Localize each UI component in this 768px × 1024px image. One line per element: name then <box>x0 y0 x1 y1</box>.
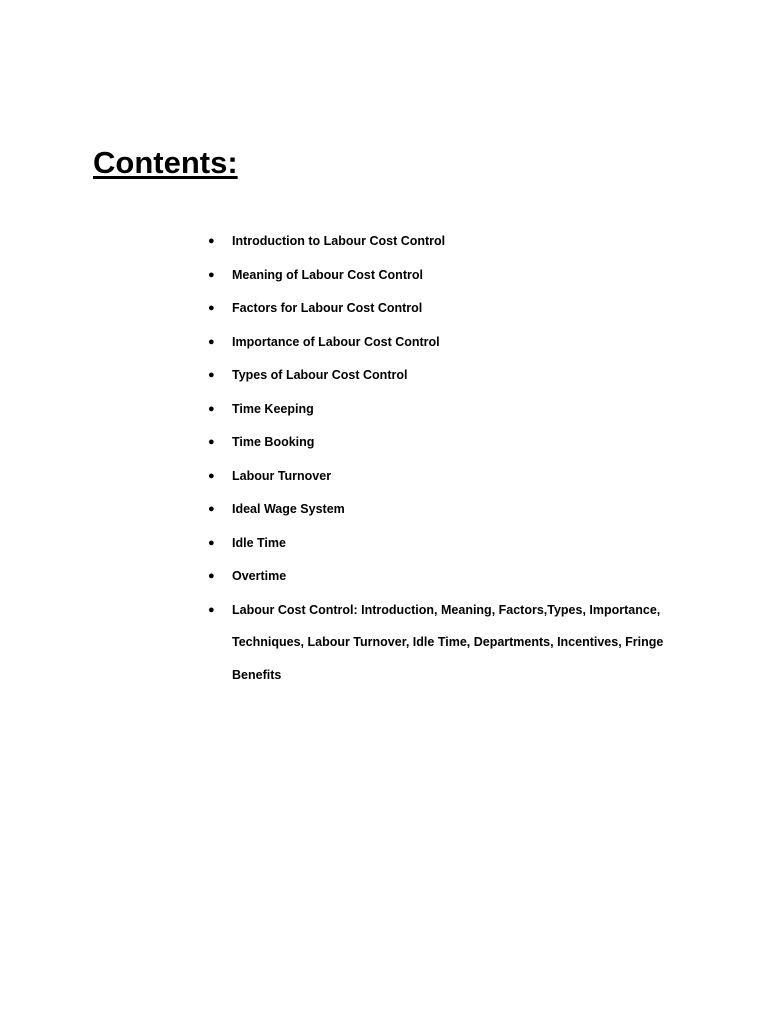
bullet-icon: ● <box>208 302 215 314</box>
list-item <box>206 430 676 454</box>
list-item <box>206 564 676 588</box>
contents-list <box>206 229 676 701</box>
list-item <box>206 229 676 253</box>
bullet-icon: ● <box>208 235 215 247</box>
list-item-label: Idle Time <box>232 535 286 550</box>
bullet-icon: ● <box>208 570 215 582</box>
bullet-icon: ● <box>208 536 215 549</box>
list-item <box>206 594 676 692</box>
list-item-label: Introduction to Labour Cost Control <box>232 234 446 248</box>
list-item-label: Time Booking <box>232 435 315 449</box>
list-item <box>206 363 676 387</box>
list-item-label: Labour Turnover <box>232 468 332 483</box>
list-item <box>206 497 676 521</box>
list-item <box>206 263 676 287</box>
list-item-label: Labour Cost Control: Introduction, Meaning, Factors,Types, Importance, Techniques, Labour Turnover, Idle Time, Departments, Incentives, Fringe Benefits <box>232 602 664 682</box>
list-item-label: Types of Labour Cost Control <box>232 368 408 382</box>
list-item-label: Factors for Labour Cost Control <box>232 301 423 315</box>
bullet-icon: ● <box>208 503 215 515</box>
list-item <box>206 330 676 354</box>
list-item <box>206 397 676 421</box>
bullet-icon: ● <box>208 469 215 482</box>
bullet-icon: ● <box>208 369 215 381</box>
bullet-icon: ● <box>208 603 215 616</box>
list-item-label: Meaning of Labour Cost Control <box>232 267 423 282</box>
page-title: Contents: <box>93 145 238 180</box>
bullet-icon: ● <box>208 268 215 281</box>
list-item <box>206 531 676 555</box>
bullet-icon: ● <box>208 436 215 448</box>
list-item <box>206 464 676 488</box>
list-item-label: Ideal Wage System <box>232 502 345 516</box>
list-item-label: Importance of Labour Cost Control <box>232 334 440 349</box>
bullet-icon: ● <box>208 402 215 415</box>
bullet-icon: ● <box>208 335 215 348</box>
list-item-label: Time Keeping <box>232 401 314 416</box>
list-item <box>206 296 676 320</box>
list-item-label: Overtime <box>232 569 287 583</box>
